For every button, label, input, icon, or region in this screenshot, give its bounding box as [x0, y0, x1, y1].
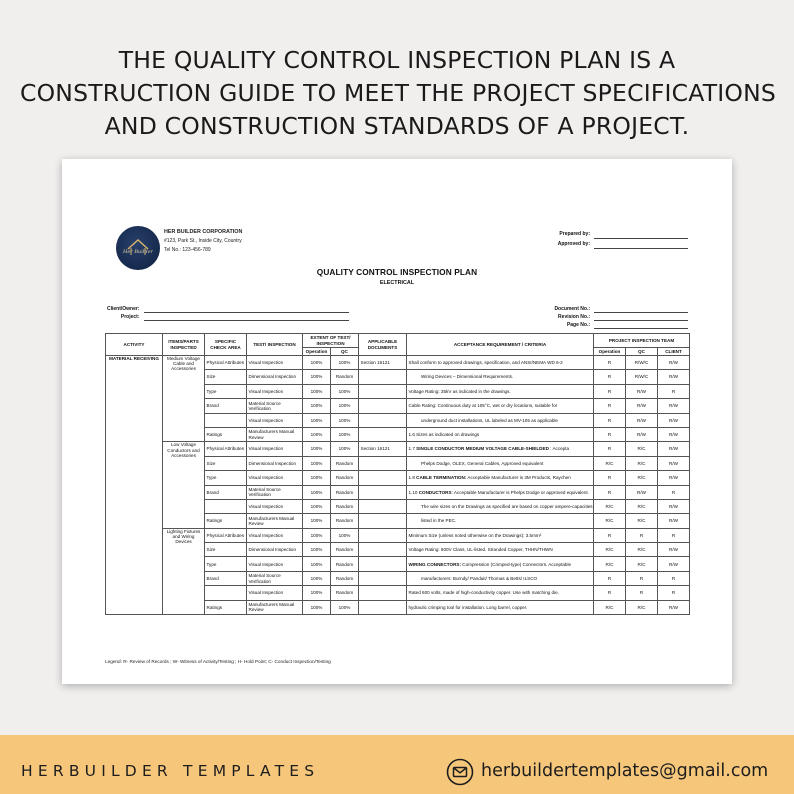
extent-operation-cell: 100%: [303, 456, 331, 470]
team-client-cell: R/W: [658, 557, 690, 571]
acceptance-text: Voltage Rating: 600V Class, UL-listed. Stranded Copper, THHN/THWN: [408, 547, 553, 553]
acceptance-text: 1.7: [408, 446, 417, 452]
applicable-doc-cell: [359, 528, 407, 542]
acceptance-text: The wire sizes on the Drawings as specified are based on copper ampere-capacities: [421, 504, 593, 509]
extent-operation-cell: 100%: [303, 442, 331, 456]
team-operation-cell: R/C: [594, 543, 626, 557]
team-client-cell: R/W: [658, 543, 690, 557]
acceptance-text: Rated 600 volts, made of high-conductivity copper. Use with matching die,: [408, 590, 559, 596]
item-cell: Low Voltage Conductors and Accessories: [163, 442, 205, 528]
test-cell: Visual Inspection: [247, 528, 303, 542]
extent-qc-cell: Random: [331, 557, 359, 571]
applicable-doc-cell: [359, 514, 407, 528]
check-area-cell: Type: [205, 471, 247, 485]
document-sheet: [62, 159, 732, 684]
acceptance-cell: [407, 557, 594, 571]
team-operation-cell: R: [594, 442, 626, 456]
team-qc-cell: R/W: [626, 399, 658, 413]
test-cell: Material Source Verification: [247, 571, 303, 585]
test-cell: Visual Inspection: [247, 586, 303, 600]
team-qc-cell: R: [626, 528, 658, 542]
header-extent-qc: QC: [331, 348, 359, 356]
team-operation-cell: R: [594, 356, 626, 370]
acceptance-cell: [407, 586, 594, 600]
extent-operation-cell: 100%: [303, 370, 331, 384]
header-acceptance: ACCEPTANCE REQUIREMENT / CRITERIA: [407, 334, 594, 356]
acceptance-cell: [407, 543, 594, 557]
team-client-cell: R/W: [658, 456, 690, 470]
extent-qc-cell: 100%: [331, 600, 359, 614]
acceptance-cell: [407, 485, 594, 499]
acceptance-text: underground duct installations, UL labeled as MV-105 as applicable: [421, 417, 558, 423]
team-client-cell: R/W: [658, 499, 690, 513]
applicable-doc-cell: [359, 399, 407, 413]
team-client-cell: R/W: [658, 356, 690, 370]
document-subtitle: ELECTRICAL: [379, 280, 415, 286]
team-client-cell: R/W: [658, 370, 690, 384]
prepared-by-field[interactable]: [594, 232, 688, 239]
test-cell: Visual Inspection: [247, 499, 303, 513]
team-operation-cell: R/C: [594, 514, 626, 528]
svg-text:Her Builder: Her Builder: [123, 249, 153, 255]
client-owner-label: Client/Owner:: [107, 306, 140, 312]
team-operation-cell: R/C: [594, 499, 626, 513]
extent-operation-cell: 100%: [303, 399, 331, 413]
signoff-block: [558, 229, 688, 249]
header-extent-operation: Operation: [303, 348, 331, 356]
test-cell: Dimensional Inspection: [247, 456, 303, 470]
team-operation-cell: R: [594, 370, 626, 384]
test-cell: Visual Inspection: [247, 442, 303, 456]
applicable-doc-cell: [359, 543, 407, 557]
acceptance-text: : Accepta: [548, 446, 570, 452]
client-owner-field[interactable]: [144, 307, 349, 313]
table-row: [106, 442, 690, 456]
document-info-fields: [554, 305, 688, 329]
team-operation-cell: R: [594, 485, 626, 499]
acceptance-cell: [407, 528, 594, 542]
prepared-by-label: Prepared by:: [559, 231, 590, 237]
revision-no-label: Revision No.:: [558, 314, 590, 320]
acceptance-text: Shall conform to approved drawings, specification, and ANSI/NEMA WD 6-2: [408, 360, 563, 366]
extent-operation-cell: 100%: [303, 499, 331, 513]
acceptance-cell: [407, 571, 594, 585]
header-activity: ACTIVITY: [106, 334, 163, 356]
team-qc-cell: R/W: [626, 485, 658, 499]
headline-line-3: AND CONSTRUCTION STANDARDS OF A PROJECT.: [104, 112, 690, 140]
acceptance-text: 1.10: [408, 489, 419, 495]
applicable-doc-cell: [359, 499, 407, 513]
team-operation-cell: R: [594, 399, 626, 413]
acceptance-text: Phelps Dodge, OLEX, General Cables, Approved equivalent: [421, 460, 544, 466]
check-area-cell: Brand: [205, 485, 247, 499]
check-area-cell: Ratings: [205, 514, 247, 528]
check-area-cell: Physical Attributes: [205, 442, 247, 456]
headline-line-2: CONSTRUCTION GUIDE TO MEET THE PROJECT SPECIFICATIONS: [20, 79, 777, 107]
acceptance-cell: [407, 442, 594, 456]
applicable-doc-cell: [359, 557, 407, 571]
acceptance-cell: [407, 499, 594, 513]
team-operation-cell: R/C: [594, 456, 626, 470]
item-cell: Medium Voltage Cable and Accessories: [163, 356, 205, 442]
house-logo-icon: [116, 226, 160, 270]
acceptance-text: Cable Rating: Continuous duty at 105°C, wet or dry locations, suitable for: [408, 403, 558, 409]
acceptance-text: Acceptable Manufacturer is 3M Products, Raychen: [466, 475, 571, 481]
check-area-cell: Size: [205, 543, 247, 557]
extent-operation-cell: 100%: [303, 571, 331, 585]
team-qc-cell: R/C: [626, 499, 658, 513]
extent-operation-cell: 100%: [303, 485, 331, 499]
team-qc-cell: R: [626, 586, 658, 600]
acceptance-cell: [407, 514, 594, 528]
brand-name: HERBUILDER TEMPLATES: [21, 762, 320, 780]
team-client-cell: R: [658, 528, 690, 542]
acceptance-cell: [407, 356, 594, 370]
header-test-inspection: TEST/ INSPECTION: [247, 334, 303, 356]
table-row: [106, 356, 690, 370]
extent-operation-cell: 100%: [303, 557, 331, 571]
extent-qc-cell: 100%: [331, 413, 359, 427]
team-operation-cell: R: [594, 528, 626, 542]
headline-line-1: THE QUALITY CONTROL INSPECTION PLAN IS A: [118, 46, 676, 74]
page-no-field[interactable]: [594, 323, 688, 329]
acceptance-text: hydraulic crimping tool for installation. Long barrel, copper.: [408, 604, 528, 610]
test-cell: Visual Inspection: [247, 384, 303, 398]
acceptance-cell: [407, 600, 594, 614]
acceptance-cell: [407, 413, 594, 427]
team-operation-cell: R: [594, 413, 626, 427]
extent-operation-cell: 100%: [303, 413, 331, 427]
team-qc-cell: R/C: [626, 442, 658, 456]
company-tel: Tel No.: 123-456-789: [164, 247, 211, 253]
extent-qc-cell: Random: [331, 485, 359, 499]
acceptance-cell: [407, 427, 594, 441]
extent-qc-cell: Random: [331, 514, 359, 528]
team-qc-cell: R/C: [626, 600, 658, 614]
check-area-cell: [205, 586, 247, 600]
check-area-cell: Physical Attributes: [205, 528, 247, 542]
acceptance-text: Compression (Crimped-type) Connectors. Acceptable: [461, 561, 572, 567]
extent-operation-cell: 100%: [303, 471, 331, 485]
applicable-doc-cell: [359, 413, 407, 427]
extent-qc-cell: Random: [331, 471, 359, 485]
item-cell: Lighting Fixtures and Wiring Devices: [163, 528, 205, 614]
test-cell: Manufacturers Manual Review: [247, 514, 303, 528]
team-client-cell: R: [658, 384, 690, 398]
check-area-cell: Ratings: [205, 600, 247, 614]
activity-cell: MATERIAL RECEIVING: [106, 356, 163, 615]
inspection-table: [105, 333, 690, 615]
team-operation-cell: R/C: [594, 557, 626, 571]
header-project-team: PROJECT INSPECTION TEAM: [594, 334, 690, 348]
extent-qc-cell: 100%: [331, 442, 359, 456]
team-operation-cell: R: [594, 571, 626, 585]
applicable-doc-cell: [359, 427, 407, 441]
header-team-qc: QC: [626, 348, 658, 356]
extent-operation-cell: 100%: [303, 586, 331, 600]
team-client-cell: R/W: [658, 427, 690, 441]
test-cell: Manufacturers Manual Review: [247, 600, 303, 614]
applicable-doc-cell: [359, 370, 407, 384]
acceptance-cell: [407, 456, 594, 470]
acceptance-text: CABLE TERMINATION:: [416, 475, 467, 481]
table-row: [106, 528, 690, 542]
extent-qc-cell: Random: [331, 586, 359, 600]
extent-qc-cell: 100%: [331, 427, 359, 441]
extent-operation-cell: 100%: [303, 384, 331, 398]
page-no-label: Page No.:: [566, 322, 590, 328]
check-area-cell: Brand: [205, 399, 247, 413]
acceptance-cell: [407, 399, 594, 413]
team-qc-cell: R/W/C: [626, 356, 658, 370]
applicable-doc-cell: [359, 471, 407, 485]
applicable-doc-cell: [359, 571, 407, 585]
project-field[interactable]: [144, 315, 349, 321]
team-client-cell: R/W: [658, 399, 690, 413]
team-qc-cell: R/W: [626, 427, 658, 441]
check-area-cell: Type: [205, 557, 247, 571]
applicable-doc-cell: [359, 600, 407, 614]
acceptance-text: Voltage Rating: 35kV as indicated in the drawings.: [408, 388, 511, 394]
acceptance-cell: [407, 471, 594, 485]
test-cell: Visual Inspection: [247, 471, 303, 485]
acceptance-text: 1.6 Sizes as indicated on drawings: [408, 432, 480, 438]
check-area-cell: [205, 499, 247, 513]
legend: Legend: R- Review of Records ; W- Witness of Activity/Testing ; H- Hold Point; C- Conduct Inspection/Testing: [105, 659, 331, 664]
team-qc-cell: R/C: [626, 514, 658, 528]
extent-operation-cell: 100%: [303, 600, 331, 614]
document-title: QUALITY CONTROL INSPECTION PLAN: [316, 267, 478, 277]
test-cell: Dimensional Inspection: [247, 370, 303, 384]
extent-operation-cell: 100%: [303, 543, 331, 557]
acceptance-text: listed in the PEC.: [421, 518, 457, 524]
acceptance-text: CONDUCTORS: [418, 489, 452, 495]
team-operation-cell: R/C: [594, 600, 626, 614]
extent-qc-cell: Random: [331, 543, 359, 557]
client-fields: [107, 305, 349, 321]
extent-operation-cell: 100%: [303, 356, 331, 370]
acceptance-text: SINGLE CONDUCTOR MEDIUM VOLTAGE CABLE-SHIELDED: [416, 446, 549, 452]
team-qc-cell: R/C: [626, 557, 658, 571]
test-cell: Material Source Verification: [247, 399, 303, 413]
applicable-doc-cell: Section 16121: [359, 356, 407, 370]
document-no-label: Document No.:: [554, 306, 590, 312]
team-qc-cell: R: [626, 571, 658, 585]
applicable-doc-cell: [359, 586, 407, 600]
team-qc-cell: R/W: [626, 413, 658, 427]
test-cell: Visual Inspection: [247, 356, 303, 370]
header-team-client: CLIENT: [658, 348, 690, 356]
team-client-cell: R: [658, 485, 690, 499]
check-area-cell: Size: [205, 370, 247, 384]
team-client-cell: R/W: [658, 413, 690, 427]
acceptance-cell: [407, 370, 594, 384]
team-qc-cell: R/C: [626, 471, 658, 485]
check-area-cell: Physical Attributes: [205, 356, 247, 370]
team-qc-cell: R/C: [626, 543, 658, 557]
company-address: #123, Park St., Inside City, Country: [164, 238, 242, 244]
extent-qc-cell: 100%: [331, 528, 359, 542]
acceptance-text: : Acceptable Manufacturer is Phelps Dodge or approved equivalent.: [451, 489, 589, 495]
test-cell: Visual Inspection: [247, 557, 303, 571]
team-operation-cell: R: [594, 586, 626, 600]
extent-qc-cell: Random: [331, 370, 359, 384]
team-operation-cell: R: [594, 471, 626, 485]
test-cell: Visual Inspection: [247, 413, 303, 427]
acceptance-cell: [407, 384, 594, 398]
header-team-operation: Operation: [594, 348, 626, 356]
header-extent: EXTENT OF TEST/ INSPECTION: [303, 334, 359, 348]
team-client-cell: R: [658, 586, 690, 600]
acceptance-text: manufacturers: Burndy/ Panduit/ Thomas & Betts/ ILSCO: [421, 575, 538, 581]
footer-banner: [0, 735, 794, 794]
applicable-doc-cell: [359, 456, 407, 470]
check-area-cell: Ratings: [205, 427, 247, 441]
header-specific-check-area: SPECIFIC CHECK AREA: [205, 334, 247, 356]
team-qc-cell: R/W/C: [626, 370, 658, 384]
team-client-cell: R: [658, 571, 690, 585]
team-client-cell: R/W: [658, 442, 690, 456]
extent-qc-cell: 100%: [331, 384, 359, 398]
approved-by-field[interactable]: [594, 242, 688, 249]
check-area-cell: Brand: [205, 571, 247, 585]
applicable-doc-cell: [359, 485, 407, 499]
team-client-cell: R/W: [658, 600, 690, 614]
header-items: ITEMS/PARTS INSPECTED: [163, 334, 205, 356]
test-cell: Dimensional Inspection: [247, 543, 303, 557]
team-qc-cell: R/W: [626, 384, 658, 398]
mail-icon: [446, 758, 474, 786]
extent-operation-cell: 100%: [303, 427, 331, 441]
team-client-cell: R/W: [658, 471, 690, 485]
acceptance-text: Wiring Devices – Dimensional Requirements.: [421, 374, 514, 380]
applicable-doc-cell: [359, 384, 407, 398]
check-area-cell: [205, 413, 247, 427]
extent-qc-cell: Random: [331, 499, 359, 513]
project-label: Project:: [120, 314, 140, 320]
revision-no-field[interactable]: [594, 315, 688, 321]
acceptance-text: Minimum Size (unless noted otherwise on the Drawings): 3.5mm²: [408, 532, 542, 538]
document-no-field[interactable]: [594, 307, 688, 313]
extent-qc-cell: Random: [331, 456, 359, 470]
extent-qc-cell: 100%: [331, 356, 359, 370]
logo-mark: [123, 233, 153, 263]
email-address[interactable]: herbuildertemplates@gmail.com: [481, 761, 769, 781]
team-operation-cell: R: [594, 427, 626, 441]
header-applicable-documents: APPLICABLE DOCUMENTS: [359, 334, 407, 356]
team-operation-cell: R: [594, 384, 626, 398]
company-info: [164, 228, 242, 255]
extent-qc-cell: Random: [331, 571, 359, 585]
team-client-cell: R/W: [658, 514, 690, 528]
extent-operation-cell: 100%: [303, 514, 331, 528]
test-cell: Manufacturers Manual Review: [247, 427, 303, 441]
applicable-doc-cell: Section 16121: [359, 442, 407, 456]
company-name: HER BUILDER CORPORATION: [164, 229, 243, 235]
check-area-cell: Type: [205, 384, 247, 398]
extent-qc-cell: 100%: [331, 399, 359, 413]
check-area-cell: Size: [205, 456, 247, 470]
approved-by-label: Approved by:: [557, 241, 590, 247]
acceptance-text: WIRING CONNECTORS:: [408, 561, 461, 567]
test-cell: Material Source Verification: [247, 485, 303, 499]
headline: [20, 44, 777, 143]
extent-operation-cell: 100%: [303, 528, 331, 542]
acceptance-text: 1.8: [408, 475, 417, 481]
team-qc-cell: R/C: [626, 456, 658, 470]
